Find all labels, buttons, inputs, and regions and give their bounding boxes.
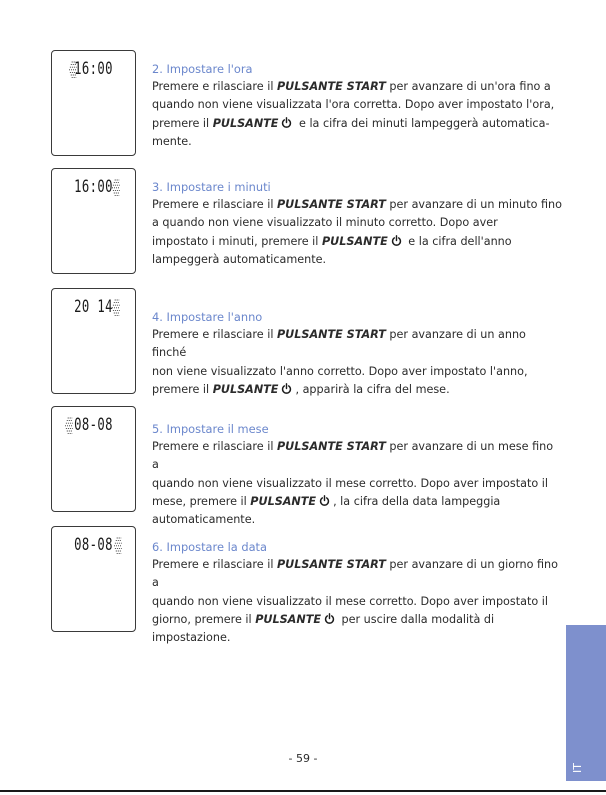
body-text: per avanzare di un giorno fino a [152, 558, 558, 590]
button-name: PULSANTE START [276, 198, 386, 212]
lcd-readout: 20 14 [74, 297, 113, 317]
power-icon [281, 117, 292, 128]
body-text: per avanzare di un'ora fino a [385, 80, 551, 94]
language-label: IT [571, 763, 584, 773]
body-text: Premere e rilasciare il [152, 198, 277, 212]
step-body [152, 438, 562, 529]
step-heading: 2. Impostare l'ora [152, 62, 253, 76]
button-name: PULSANTE START [276, 440, 386, 454]
button-name: PULSANTE START [276, 558, 386, 572]
button-name: PULSANTE [212, 382, 279, 396]
lcd-display [51, 406, 136, 512]
button-name: PULSANTE [212, 116, 279, 130]
body-text: giorno, premere il [152, 612, 256, 626]
body-text: Premere e rilasciare il [152, 80, 277, 94]
body-text: automaticamente. [152, 513, 256, 527]
body-text: mese, premere il [152, 494, 251, 508]
step-body [152, 326, 562, 399]
button-name: PULSANTE [250, 494, 317, 508]
lcd-readout: 16:00 [74, 59, 113, 79]
body-text: quando non viene visualizzata l'ora corretta. Dopo aver impostato l'ora, [152, 98, 555, 112]
body-text: per avanzare di un anno finché [152, 328, 526, 360]
step-heading: 6. Impostare la data [152, 540, 268, 554]
bottom-rule [0, 790, 606, 792]
step-heading: 3. Impostare i minuti [152, 180, 271, 194]
button-name: PULSANTE [321, 234, 388, 248]
step-body [152, 196, 562, 269]
body-text: quando non viene visualizzato il mese corretto. Dopo aver impostato il [152, 476, 548, 490]
step-heading: 5. Impostare il mese [152, 422, 269, 436]
body-text: , la cifra della data lampeggia [333, 494, 501, 508]
body-text: e la cifra dei minuti lampeggerà automatica- [295, 116, 550, 130]
body-text: per avanzare di un minuto fino [385, 198, 562, 212]
body-text: mente. [152, 134, 192, 148]
lcd-display [51, 526, 136, 632]
step-text [152, 178, 562, 269]
body-text: per avanzare di un mese fino a [152, 440, 554, 472]
power-icon [391, 235, 402, 246]
power-icon [319, 495, 330, 506]
body-text: non viene visualizzato l'anno corretto. Dopo aver impostato l'anno, [152, 364, 528, 378]
lcd-readout: 08-08 [74, 535, 113, 555]
lcd-display [51, 50, 136, 156]
button-name: PULSANTE START [276, 328, 386, 342]
body-text: e la cifra dell'anno [404, 234, 512, 248]
step-text [152, 308, 562, 399]
body-text: per uscire dalla modalità di [337, 612, 495, 626]
button-name: PULSANTE [255, 612, 321, 626]
lcd-display [51, 168, 136, 274]
body-text: , apparirà la cifra del mese. [295, 382, 450, 396]
button-name: PULSANTE START [276, 80, 386, 94]
body-text: Premere e rilasciare il [152, 440, 277, 454]
step-heading: 4. Impostare l'anno [152, 310, 263, 324]
body-text: premere il [152, 116, 213, 130]
step-body [152, 556, 562, 647]
power-icon [281, 383, 292, 394]
page-number: - 59 - [288, 752, 318, 765]
lcd-readout: 08-08 [74, 415, 113, 435]
lcd-display [51, 288, 136, 394]
body-text: impostato i minuti, premere il [152, 234, 322, 248]
body-text: quando non viene visualizzato il mese corretto. Dopo aver impostato il [152, 594, 548, 608]
body-text: lampeggerà automaticamente. [152, 252, 327, 266]
lcd-readout: 16:00 [74, 177, 113, 197]
step-text [152, 60, 562, 151]
step-text [152, 420, 562, 529]
body-text: Premere e rilasciare il [152, 558, 277, 572]
step-text [152, 538, 562, 647]
body-text: impostazione. [152, 631, 231, 645]
body-text: a quando non viene visualizzato il minuto corretto. Dopo aver [152, 216, 498, 230]
power-icon [324, 613, 335, 624]
step-body [152, 78, 562, 151]
body-text: Premere e rilasciare il [152, 328, 277, 342]
body-text: premere il [152, 382, 213, 396]
